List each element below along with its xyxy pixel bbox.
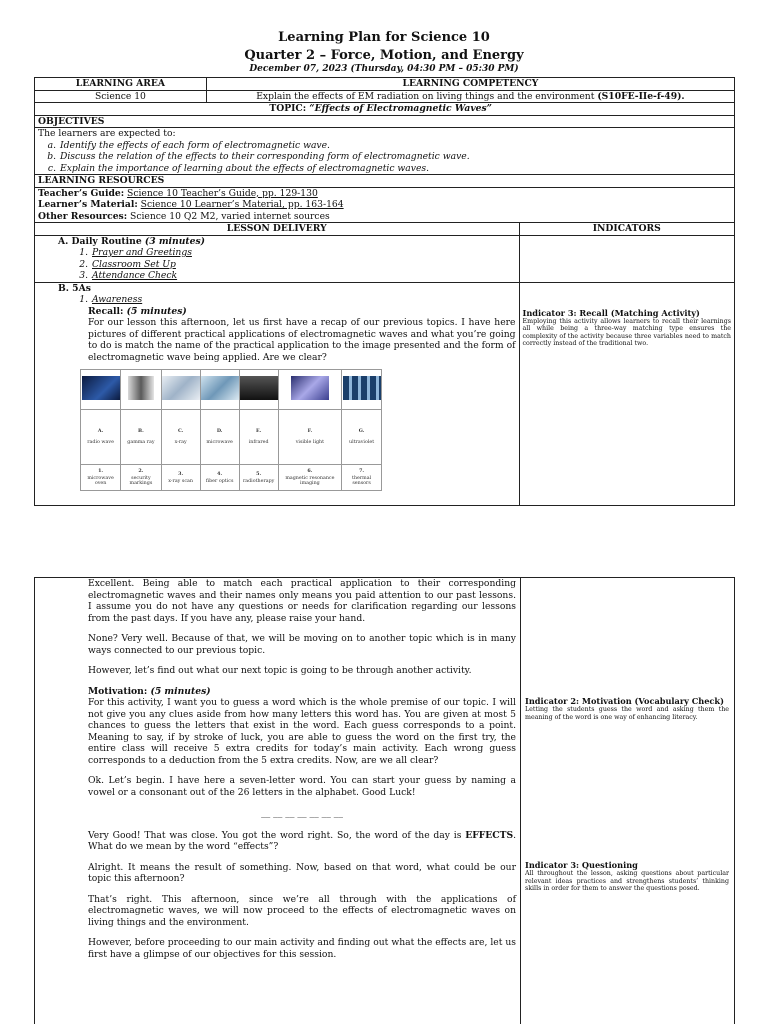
questioning-indicator: Indicator 3: Questioning All throughout the lesson, asking questions about particular relevant ideas practices and strengthens students’ thinking skills in order for them to answer the questions posed.	[525, 860, 729, 893]
matching-activity-grid	[80, 369, 382, 491]
routine-item: 3. Attendance Check	[79, 270, 178, 281]
application-name: fiber optics	[205, 478, 234, 484]
recall-indicator-cell	[519, 282, 735, 505]
paragraph: Ok. Let’s begin. I have here a seven-letter word. You can start your guess by naming a vowel or a consonant out of the 26 letters in the alphabet. Good Luck!	[88, 775, 516, 798]
wave-name: ultraviolet	[349, 440, 375, 445]
application-name: radiotherapy	[242, 478, 275, 484]
wave-option	[121, 410, 162, 465]
microwave-image	[200, 370, 239, 410]
application-option	[239, 465, 278, 491]
routine-item: 2. Classroom Set Up	[79, 258, 176, 270]
wave-letter: F.	[307, 428, 313, 435]
routine-item: 1. Prayer and Greetings	[79, 247, 192, 258]
application-option	[161, 465, 200, 491]
application-number: 6.	[307, 467, 313, 474]
learning-competency-value: Explain the effects of EM radiation on living things and the environment (S10FE-IIe-f-49).	[206, 90, 734, 103]
awareness-label: Awareness	[92, 294, 143, 305]
application-number: 5.	[256, 470, 262, 477]
wave-option	[342, 410, 382, 465]
learning-competency-header: LEARNING COMPETENCY	[206, 78, 734, 91]
wave-letter: D.	[216, 428, 223, 435]
wave-option	[239, 410, 278, 465]
application-option	[121, 465, 162, 491]
wave-name: microwave	[206, 440, 233, 445]
wave-letter: B.	[138, 428, 144, 435]
paragraph: Very Good! That was close. You got the word right. So, the word of the day is EFFECTS. What do we mean by the word “effects”?	[88, 829, 517, 852]
application-number: 3.	[178, 470, 184, 477]
application-number: 2.	[138, 467, 144, 474]
application-option	[342, 465, 382, 491]
motivation-indicator: Indicator 2: Motivation (Vocabulary Check) Letting the students guess the word and asking them the meaning of the word is one way of enhancing literacy.	[525, 696, 729, 721]
wave-letter: E.	[255, 428, 262, 435]
document-subtitle: Quarter 2 – Force, Motion, and Energy	[244, 48, 524, 63]
paragraph: Excellent. Being able to match each practical application to their corresponding electromagnetic waves and their names only means you paid attention to our past lessons. I assume you do not have any questions or needs for clarification regarding our lessons from the past days. If you have any, please raise your hand.	[88, 578, 516, 624]
application-name: security markings	[129, 475, 153, 487]
infrared-image	[239, 370, 278, 410]
recall-text: For our lesson this afternoon, let us first have a recap of our previous topics. I have here pictures of different practical applications of electromagnetic waves and what you’re going to do is match the name of the practical application to the image presented and the form of electromagnetic wave being applied. Are we clear?	[88, 317, 516, 363]
objectives-body: The learners are expected to: a. Identify the effects of each form of electromagnetic wave. b. Discuss the relation of the effects to their corresponding form of electromagnetic wave. c. Explain the importance of learning about the effects of electromagnetic waves.	[35, 128, 735, 175]
indicators-header: INDICATORS	[519, 223, 735, 236]
application-name: magnetic resonance imaging	[285, 475, 335, 487]
paragraph: That’s right. This afternoon, since we’re all through with the applications of electromagnetic waves, we will now proceed to the effects of electromagnetic waves on living things and the environment.	[88, 893, 516, 928]
daily-routine-cell: A. Daily Routine (3 minutes) 1. Prayer and Greetings 2. Classroom Set Up 3. Attendance Check	[35, 235, 520, 282]
wave-option	[278, 410, 341, 465]
wave-name: x-ray	[174, 440, 187, 445]
wave-name: infrared	[248, 440, 269, 445]
visible-light-image	[278, 370, 341, 410]
radio-wave-image	[81, 370, 121, 410]
motivation-heading: Motivation: (5 minutes)	[88, 685, 211, 697]
x-ray-image	[161, 370, 200, 410]
topic-row: TOPIC: “Effects of Electromagnetic Waves”	[206, 103, 734, 116]
learning-area-value: Science 10	[35, 90, 207, 103]
fiveas-cell: B. 5As 1. Awareness Recall: (5 minutes) For our lesson this afternoon, let us first have a recap of our previous topics. I have here pictures of different practical applications of electromagnetic waves and what you’re going to do is match the name of the practical application to the image presented and the form of electromagnetic wave being applied. Are we clear? A. radio wave B. gamma ray C. x-ray D. microwave E. infrared F. visible light G. ultraviolet 1. microwave oven 2. security markings 3. x-ray scan 4. fiber optics 5. radiotherapy 6. magnetic resonance imaging 7. thermal sensors	[35, 282, 520, 505]
word-blanks: __ __ __ __ __ __ __	[261, 807, 343, 818]
lesson-continuation	[88, 578, 516, 969]
paragraph: None? Very well. Because of that, we will be moving on to another topic which is in many ways connected to our previous topic.	[88, 633, 516, 656]
paragraph: Alright. It means the result of something. Now, based on that word, what could be our topic this afternoon?	[88, 861, 516, 884]
application-option	[81, 465, 121, 491]
paragraph: However, let’s find out what our next topic is going to be through another activity.	[88, 665, 472, 676]
paragraph: For this activity, I want you to guess a word which is the whole premise of our topic. I will not give you any clues aside from how many letters this word has. You are given at most 5 chances to guess the letters that exist in the word. Each guess corresponds to a point. Meaning to say, if by stroke of luck, you are able to guess the word on the first try, the entire class will receive 5 extra credits for today’s main activity. Each wrong guess corresponds to a deduction from the 5 extra credits. Now, are we all clear?	[88, 697, 516, 766]
wave-letter: C.	[177, 428, 184, 435]
application-number: 1.	[98, 467, 104, 474]
application-option	[278, 465, 341, 491]
wave-name: radio wave	[87, 440, 114, 445]
document-title: Learning Plan for Science 10	[278, 30, 490, 45]
learning-plan-table	[34, 77, 735, 506]
wave-letter: G.	[358, 428, 365, 435]
application-name: thermal sensors	[352, 475, 372, 487]
resources-body: Teacher’s Guide: Science 10 Teacher’s Guide, pp. 129-130 Learner’s Material: Science 10 Learner’s Material, pp. 163-164 Other Resources: Science 10 Q2 M2, varied internet sources	[35, 187, 735, 223]
wave-letter: A.	[97, 428, 104, 435]
application-name: x-ray scan	[168, 478, 194, 484]
resources-header: LEARNING RESOURCES	[35, 175, 735, 188]
second-page-table	[34, 577, 735, 1024]
application-name: microwave oven	[87, 475, 114, 487]
wave-name: gamma ray	[127, 440, 155, 445]
paragraph: However, before proceeding to our main activity and finding out what the effects are, let us first have a glimpse of our objectives for this session.	[88, 937, 516, 960]
application-number: 7.	[359, 467, 365, 474]
objective-item: c. Explain the importance of learning about the effects of electromagnetic waves.	[47, 162, 430, 174]
recall-indicator-title: Indicator 3: Recall (Matching Activity)	[522, 307, 700, 318]
lesson-delivery-header: LESSON DELIVERY	[35, 223, 520, 236]
ultraviolet-image	[342, 370, 382, 410]
objective-item: b. Discuss the relation of the effects to their corresponding form of electromagnetic wave.	[47, 151, 470, 162]
wave-name: visible light	[295, 440, 325, 445]
document-date: December 07, 2023 (Thursday, 04:30 PM – 05:30 PM)	[249, 64, 519, 74]
application-number: 4.	[217, 470, 223, 477]
application-option	[200, 465, 239, 491]
learning-area-header: LEARNING AREA	[35, 78, 207, 91]
wave-option	[161, 410, 200, 465]
recall-indicator-body: Employing this activity allows learners to recall their learnings all while being a three-way matching type ensures the complexity of the activity because three variables need to match correctly instead of the traditional two.	[522, 317, 731, 348]
objective-item: a. Identify the effects of each form of electromagnetic wave.	[47, 139, 330, 151]
wave-option	[81, 410, 121, 465]
wave-option	[200, 410, 239, 465]
gamma-ray-image	[121, 370, 162, 410]
objectives-header: OBJECTIVES	[35, 115, 735, 128]
